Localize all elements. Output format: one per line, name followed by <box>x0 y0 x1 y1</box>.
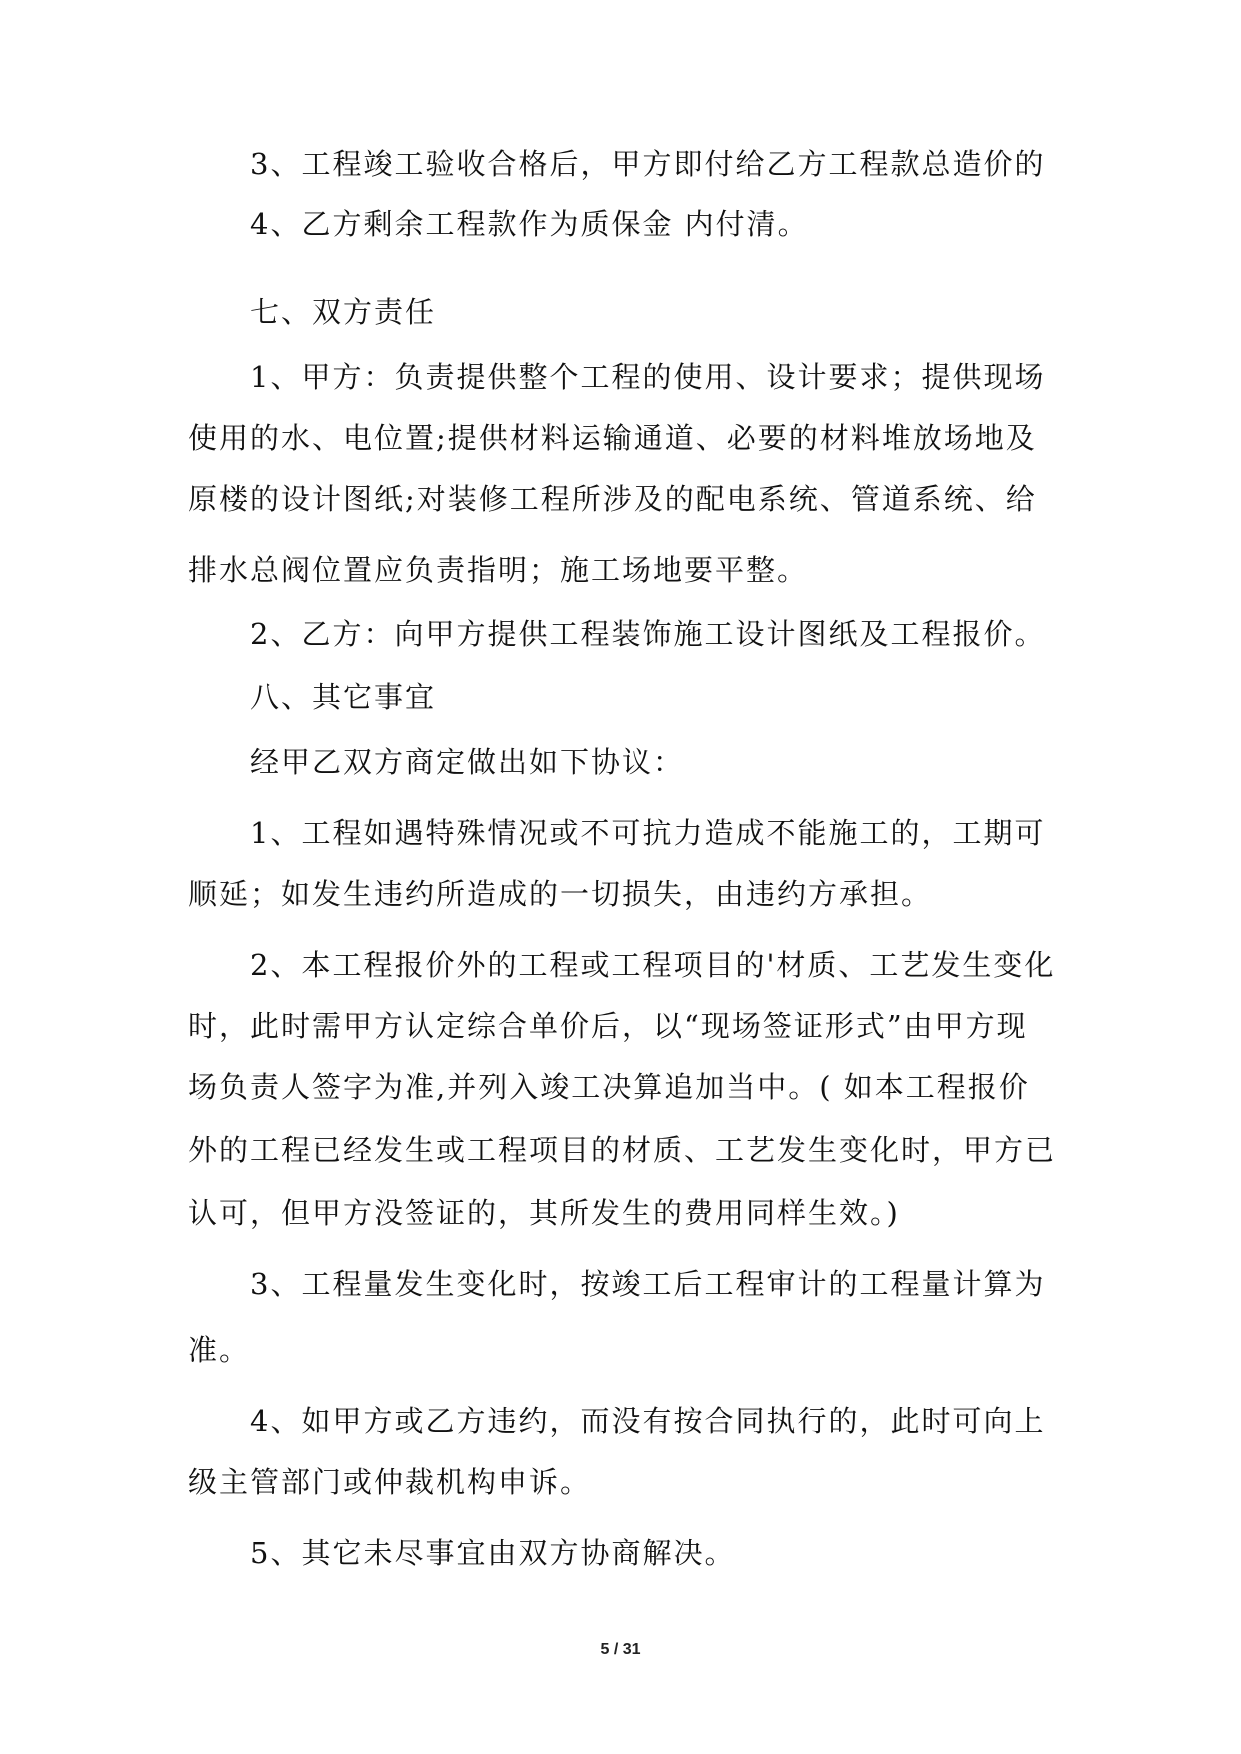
text-line: 外的工程已经发生或工程项目的材质、工艺发生变化时，甲方已 <box>188 1133 1057 1167</box>
text-line: 时，此时需甲方认定综合单价后，以“现场签证形式”由甲方现 <box>188 1009 1028 1043</box>
text-line: 排水总阀位置应负责指明；施工场地要平整。 <box>188 553 809 587</box>
section-heading: 八、其它事宜 <box>250 680 437 714</box>
text-line: 原楼的设计图纸;对装修工程所涉及的配电系统、管道系统、给 <box>188 482 1037 516</box>
text-line: 4、乙方剩余工程款作为质保金 内付清。 <box>250 207 809 241</box>
text-line: 2、本工程报价外的工程或工程项目的'材质、工艺发生变化 <box>250 948 1056 982</box>
text-line: 顺延；如发生违约所造成的一切损失，由违约方承担。 <box>188 877 933 911</box>
text-line: 1、甲方：负责提供整个工程的使用、设计要求；提供现场 <box>250 360 1046 394</box>
text-line: 4、如甲方或乙方违约，而没有按合同执行的，此时可向上 <box>250 1404 1046 1438</box>
text-line: 1、工程如遇特殊情况或不可抗力造成不能施工的，工期可 <box>250 816 1046 850</box>
text-line: 5、其它未尽事宜由双方协商解决。 <box>250 1536 736 1570</box>
text-line: 准。 <box>188 1333 251 1367</box>
text-line: 2、乙方：向甲方提供工程装饰施工设计图纸及工程报价。 <box>250 617 1046 651</box>
text-line: 级主管部门或仲裁机构申诉。 <box>188 1465 592 1499</box>
text-line: 使用的水、电位置;提供材料运输通道、必要的材料堆放场地及 <box>188 421 1037 455</box>
text-line: 认可，但甲方没签证的，其所发生的费用同样生效。) <box>188 1196 900 1230</box>
page-number: 5 / 31 <box>600 1641 641 1658</box>
section-heading: 七、双方责任 <box>250 295 437 329</box>
text-line: 场负责人签字为准,并列入竣工决算追加当中。( 如本工程报价 <box>188 1070 1030 1104</box>
text-line: 3、工程竣工验收合格后，甲方即付给乙方工程款总造价的 <box>250 147 1046 181</box>
text-line: 经甲乙双方商定做出如下协议： <box>250 745 685 779</box>
text-line: 3、工程量发生变化时，按竣工后工程审计的工程量计算为 <box>250 1267 1046 1301</box>
